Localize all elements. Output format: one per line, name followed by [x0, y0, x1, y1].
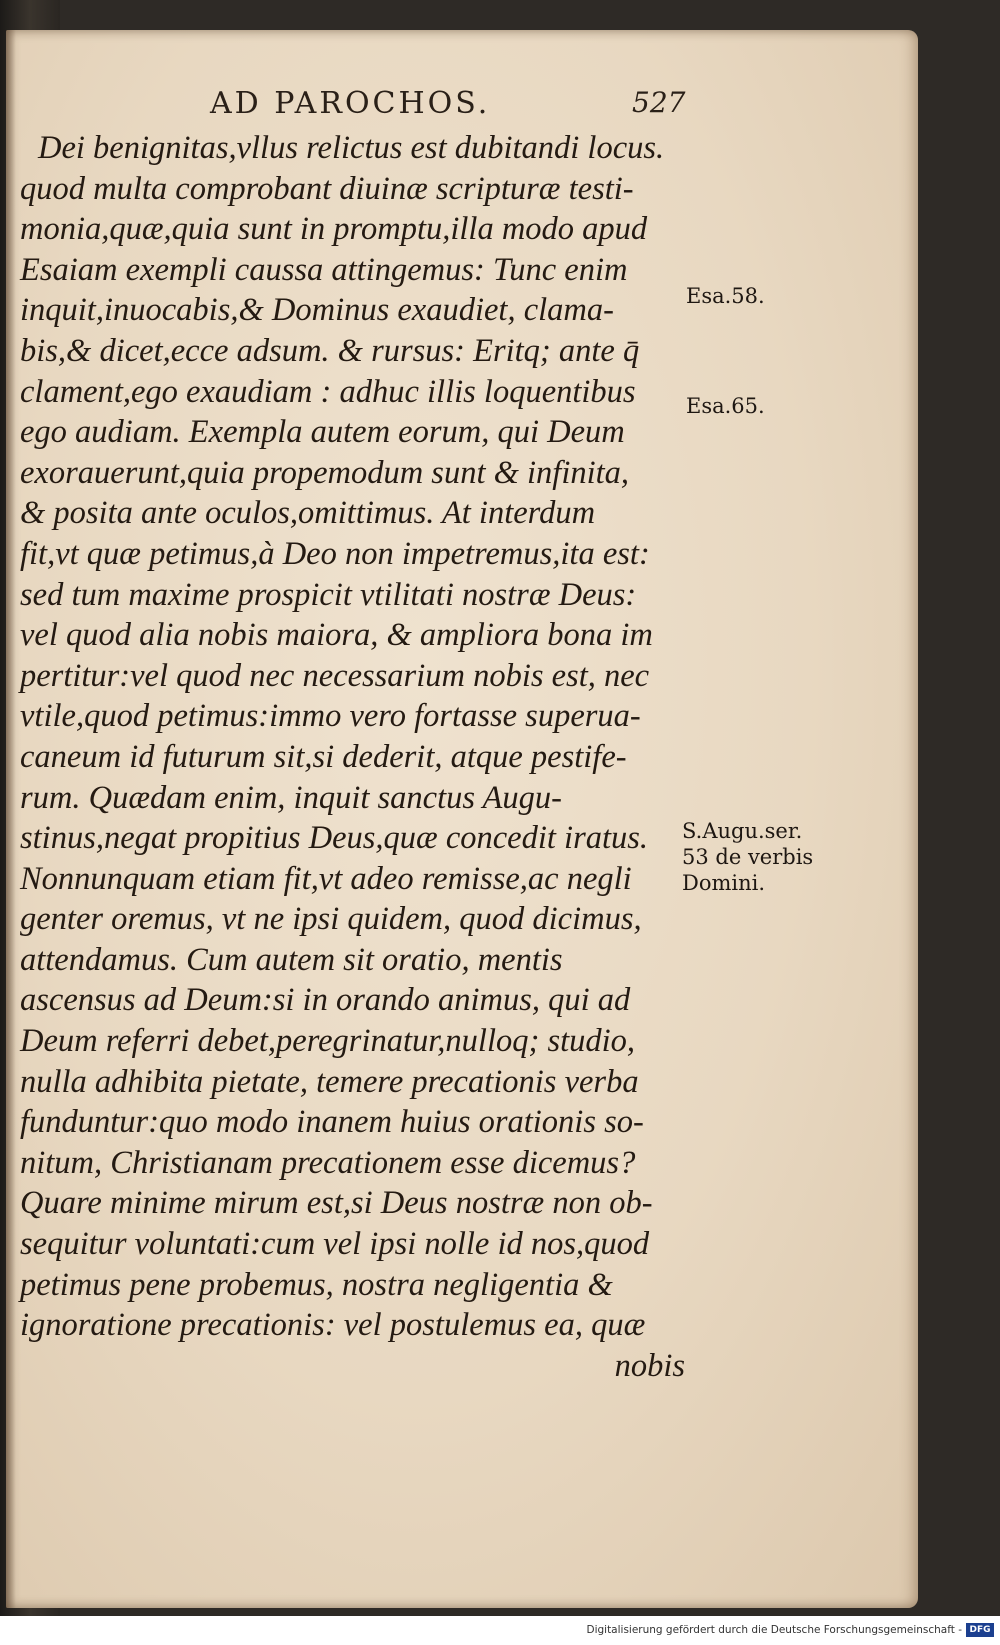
text-line: ignoratione precationis: vel postulemus ea, quæ	[20, 1307, 646, 1344]
text-line: nulla adhibita pietate, temere precationis verba	[20, 1063, 639, 1100]
margin-note-esa-65: Esa.65.	[686, 394, 765, 418]
text-line: vtile,quod petimus:immo vero fortasse superua-	[20, 698, 641, 735]
text-line: bis,& dicet,ecce adsum. & rursus: Eritq; ante q̄	[20, 332, 640, 369]
text-line: funduntur:quo modo inanem huius orationis so-	[20, 1104, 644, 1141]
text-line: petimus pene probemus, nostra negligentia &	[20, 1266, 613, 1303]
margin-note-line: 53 de verbis	[682, 845, 814, 869]
text-line: Deum referri debet,peregrinatur,nulloq; studio,	[20, 1023, 636, 1060]
text-line: genter oremus, vt ne ipsi quidem, quod dicimus,	[20, 901, 642, 938]
text-line: rum. Quædam enim, inquit sanctus Augu-	[20, 779, 562, 816]
text-line: Nonnunquam etiam fit,vt adeo remisse,ac negli	[20, 860, 632, 897]
digitization-footer	[0, 1616, 1000, 1645]
page-number: 527	[632, 86, 686, 119]
text-line: fit,vt quæ petimus,à Deo non impetremus,ita est:	[20, 535, 650, 572]
text-line: caneum id futurum sit,si dederit, atque pestife-	[20, 738, 627, 775]
text-line: inquit,inuocabis,& Dominus exaudiet, clama-	[20, 292, 614, 329]
text-line: exorauerunt,quia propemodum sunt & infinita,	[20, 454, 630, 491]
text-line: Dei benignitas,vllus relictus est dubitandi locus.	[38, 130, 665, 166]
text-line: ego audiam. Exempla autem eorum, qui Deum	[20, 414, 625, 451]
funding-credit: Digitalisierung gefördert durch die Deutsche Forschungsgemeinschaft -	[586, 1624, 962, 1636]
margin-note-line: Domini.	[682, 871, 766, 895]
body-text	[20, 128, 685, 1386]
dfg-logo: DFG	[966, 1623, 994, 1637]
margin-note-esa-58: Esa.58.	[686, 284, 765, 308]
text-line: sequitur voluntati:cum vel ipsi nolle id nos,quod	[20, 1226, 650, 1263]
text-line: nitum, Christianam precationem esse dicemus?	[20, 1144, 636, 1181]
text-line: Quare minime mirum est,si Deus nostræ non ob-	[20, 1185, 653, 1222]
margin-note-line: S.Augu.ser.	[682, 819, 803, 843]
text-line: pertitur:vel quod nec necessarium nobis est, nec	[20, 657, 650, 694]
text-line: sed tum maxime prospicit vtilitati nostræ Deus:	[20, 576, 637, 613]
page-gutter-shadow	[6, 30, 16, 1608]
text-line: vel quod alia nobis maiora, & ampliora bona im	[20, 617, 653, 654]
text-line: quod multa comprobant diuinæ scripturæ testi-	[20, 170, 634, 207]
text-line: attendamus. Cum autem sit oratio, mentis	[20, 941, 563, 978]
text-line: stinus,negat propitius Deus,quæ concedit iratus.	[20, 820, 649, 857]
text-line: ascensus ad Deum:si in orando animus, qui ad	[20, 982, 631, 1019]
text-line: clament,ego exaudiam : adhuc illis loquentibus	[20, 373, 636, 410]
catchword: nobis	[614, 1347, 685, 1384]
text-line: Esaiam exempli caussa attingemus: Tunc enim	[20, 251, 628, 288]
margin-note-augustine	[682, 818, 813, 896]
text-line: monia,quæ,quia sunt in promptu,illa modo apud	[20, 211, 648, 248]
running-title: AD PAROCHOS.	[210, 86, 491, 121]
text-line: & posita ante oculos,omittimus. At interdum	[20, 495, 596, 532]
